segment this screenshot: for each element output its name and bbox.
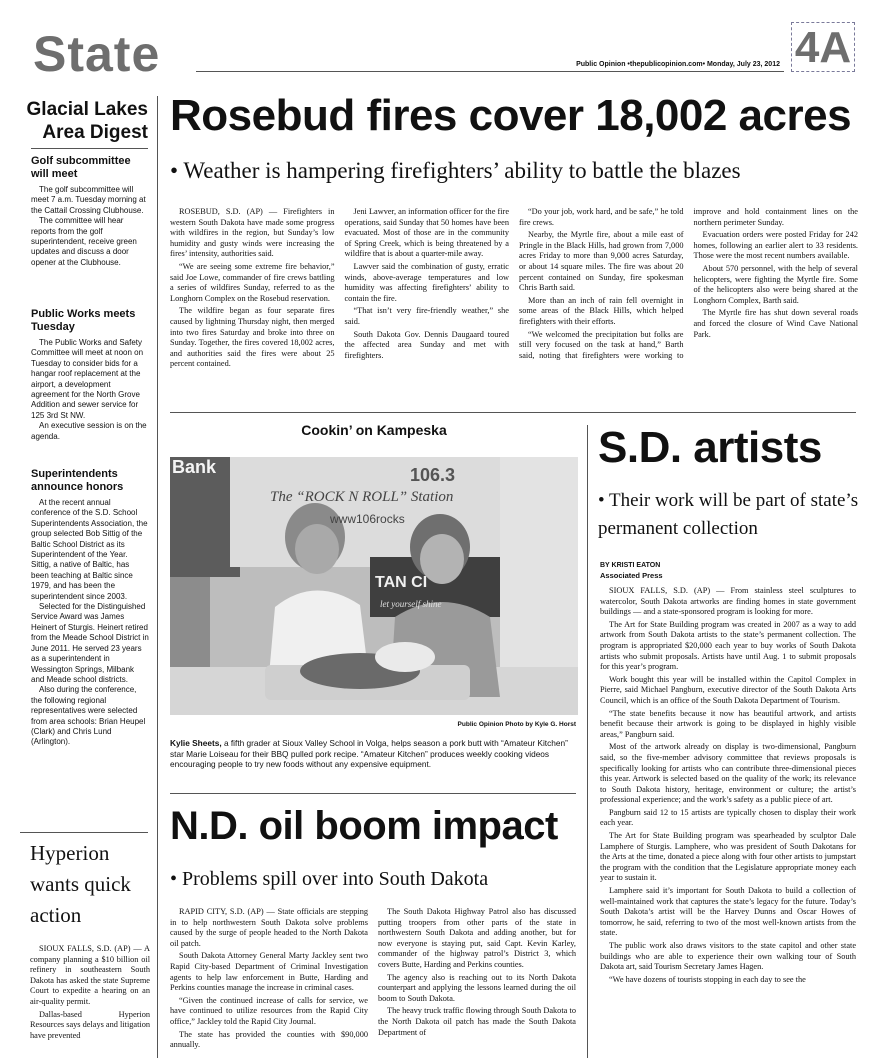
brief-paragraph: The golf subcommittee will meet 7 a.m. Tuesday morning at the Cattail Crossing Clubhouse. xyxy=(31,185,146,215)
story-paragraph: About 570 personnel, with the help of several helicopters, were fighting the Myrtle fire. Some of the helicopters also were being shared at the Longhorn Complex, Barth said. xyxy=(693,263,858,305)
story-paragraph: “We welcomed the precipitation but folks are still very focused on the task at hand,” Barth said, noting that firefighters were working to improve and hold containment lines on the northern perimeter Sunday. xyxy=(519,207,858,360)
story-paragraph: Nearby, the Myrtle fire, about a mile east of Pringle in the Black Hills, had grown from 7,000 acres Friday to more than 9,000 acres Saturday, or about 14 square miles. The fire was about 20 percent contained on Sunday, fire spokesman Chris Barth said. xyxy=(519,230,684,293)
header-rule xyxy=(196,71,784,72)
oil-headline: N.D. oil boom impact xyxy=(170,804,558,848)
brief-headline: Golf subcommittee will meet xyxy=(31,155,131,180)
digest-column-rule xyxy=(157,96,158,1058)
brief-paragraph: The Public Works and Safety Committee will meet at noon on Tuesday to consider bids for a hangar roof replacement at the airport, a development agreement for the North Grove Addition and sewer service for 125 3rd St NW. xyxy=(31,338,144,420)
story-paragraph: Lawver said the combination of gusty, erratic winds, above-average temperatures and low humidity was affecting firefighters’ ability to contain the fire. xyxy=(344,261,509,303)
story-paragraph: Dallas-based Hyperion Resources says delays and litigation have prevented xyxy=(30,1009,150,1040)
byline-org: Associated Press xyxy=(600,571,663,580)
brief-public-works xyxy=(31,308,149,442)
byline-author: BY KRISTI EATON xyxy=(600,562,661,569)
story-paragraph: “Given the continued increase of calls for service, we have continued to utilize resources from the Rapid City office,” Jackley told the Rapid City Journal. xyxy=(170,995,368,1026)
story-paragraph: More than an inch of rain fell overnight in some areas of the Black Hills, which helped firefighters with their efforts. xyxy=(519,295,684,326)
photo-caption xyxy=(170,738,576,770)
banner-tagline: let yourself shine xyxy=(380,599,442,609)
photo-credit: Public Opinion Photo by Kyle G. Horst xyxy=(457,721,576,728)
story-paragraph: “That isn’t very fire-friendly weather,” she said. xyxy=(344,306,509,326)
story-paragraph: Lamphere said it’s important for South Dakota to build a collection of well-maintained work that captures the state’s legacy for the future. Today’s South Dakota’s artist will be the Harvey Dunns and Oscar Howes of tomorrow, he said, referring to two of the most well-known artists from the state. xyxy=(600,886,856,938)
brief-paragraph: Also during the conference, the following regional representatives were selected from area schools: Brian Heupel (Clark) and Chris Lund (Arlington). xyxy=(31,685,146,747)
banner-left-sign: Bank xyxy=(172,457,217,477)
story-paragraph: The state has provided the counties with $90,000 annually. xyxy=(170,1029,368,1050)
brief-headline: Superintendents announce honors xyxy=(31,468,124,493)
story-paragraph: The public work also draws visitors to the state capitol and other state buildings who are able to experience their own walking tour of South Dakota art, said Tourism Secretary James Hagen. xyxy=(600,941,856,972)
story-paragraph: The Art for State Building program was created in 2007 as a way to add artwork from South Dakota artists to the state’s permanent collection. The program is appropriated $20,000 each year to buy works of South Dakota artists who submit proposals. Artists have until Aug. 1 to submit proposals for this year’s program. xyxy=(600,619,856,672)
banner-number: 106.3 xyxy=(410,465,456,485)
brief-paragraph: An executive session is on the agenda. xyxy=(31,421,147,441)
oil-story-rule xyxy=(170,793,576,794)
story-paragraph: The heavy truck traffic flowing through South Dakota to the North Dakota oil patch has made the South Dakota Department of xyxy=(378,1006,576,1037)
digest-title-rule xyxy=(31,148,148,149)
brief-superintendents xyxy=(31,468,149,748)
digest-title: Glacial Lakes Area Digest xyxy=(26,99,148,143)
artists-column-rule xyxy=(587,425,588,1058)
story-paragraph: The Art for State Building program was spearheaded by sculptor Dale Lamphere of Sturgis. Lamphere, who was president of South Dakotans for the Arts at the time, donated a piece along with four other artists to jumpstart the program with the condition that the Legislature appropriate money each year to sustain it. xyxy=(600,831,856,883)
story-paragraph: SIOUX FALLS, S.D. (AP) — From stainless steel sculptures to watercolor, South Dakota artworks are finding homes in state government buildings — and a state-sponsored program is looking for more. xyxy=(600,586,856,617)
artists-body xyxy=(600,586,856,1058)
story-paragraph: “We are seeing some extreme fire behavior,” said Joe Lowe, commander of fire crews battling a series of wildfires Sunday, referred to as the Longhorn Complex on the Rosebud reservation. xyxy=(170,261,335,303)
lead-story-rule xyxy=(170,412,856,413)
brief-paragraph: Selected for the Distinguished Service Award was James Heinert of Sturgis. Heinert retired from the Meade School District in June 2011. He served 23 years as a superintendent in Wessington Springs, Milbank and Meade school districts. xyxy=(31,602,149,684)
story-paragraph: “We have dozens of tourists stopping in each day to see the xyxy=(609,974,806,984)
photo-kicker: Cookin’ on Kampeska xyxy=(301,422,447,438)
banner-store-sign: TAN CI xyxy=(375,574,428,591)
brief-golf xyxy=(31,155,149,268)
lead-body xyxy=(170,207,858,407)
digest-bottom-rule xyxy=(20,832,148,833)
section-title: State xyxy=(33,26,161,82)
hyperion-body xyxy=(30,944,150,1058)
brief-paragraph: The committee will hear reports from the golf superintendent, receive green updates and discuss a door opener at the Clubhouse. xyxy=(31,216,137,267)
artists-byline xyxy=(600,561,856,581)
brief-headline: Public Works meets Tuesday xyxy=(31,308,136,333)
oil-deck: • Problems spill over into South Dakota xyxy=(170,868,489,890)
hyperion-headline: Hyperion wants quick action xyxy=(30,841,131,927)
story-paragraph: “The state benefits because it now has beautiful artwork, and artists benefit because their artwork is going to be displayed in highly visible areas,” Pangburn said. xyxy=(600,708,856,739)
story-paragraph: South Dakota Gov. Dennis Daugaard toured the affected area Sunday and met with firefighters. xyxy=(344,329,509,360)
brief-paragraph: At the recent annual conference of the S.D. School Superintendents Association, the group selected Bob Sittig of the Baltic School District as its Superintendent of the Year. Sittig, a native of Baltic, has been teaching at Baltic since 1979, and has been the superintendent since 2003. xyxy=(31,498,148,601)
story-paragraph: The South Dakota Highway Patrol also has discussed putting troopers from other parts of the state in northwestern South Dakota and adding another, but for now everyone is staying put, said Capt. Kevin Karley, commander of the highway patrol’s District 3, which covers Butte, Harding and Perkins counties. xyxy=(378,907,576,969)
story-paragraph: Most of the artwork already on display is two-dimensional, Pangburn said, so the five-member advisory committee that reviews proposals is specifically looking for artists who can contribute three-dimensional pieces this year. Artwork is selected based on the quality of the work; its relevance to South Dakota history, heritage, environment or culture; the artist’s professional experience; and the work’s safety as a public piece of art. xyxy=(600,742,856,805)
publication-line: Public Opinion •thepublicopinion.com• Monday, July 23, 2012 xyxy=(576,61,780,68)
story-paragraph: The wildfire began as four separate fires caused by lightning Thursday night, then merged into two fires Saturday and broke into three on Sunday. Together, the fires covered 18,002 acres, and authorities said the fires were about 25 percent contained. xyxy=(170,306,335,369)
story-paragraph: The Myrtle fire has shut down several roads and forced the closure of Wind Cave National Park. xyxy=(693,308,858,339)
page-number: 4A xyxy=(791,22,855,72)
story-paragraph: Work bought this year will be installed within the Capitol Complex in Pierre, said Michael Pangburn, executive director of the South Dakota Arts Council, which is an office of the South Dakota Department of Tourism. xyxy=(600,674,856,705)
story-paragraph: RAPID CITY, S.D. (AP) — State officials are stepping in to help northwestern South Dakota solve problems caused by the surge of people headed to the North Dakota oil patch. xyxy=(170,907,368,948)
story-paragraph: South Dakota Attorney General Marty Jackley sent two Rapid City-based Department of Criminal Investigation agents to help law enforcement in Butte, Harding and Perkins counties manage the increase in criminal cases. xyxy=(170,951,368,993)
story-paragraph: SIOUX FALLS, S.D. (AP) — A company planning a $10 billion oil refinery in southeastern South Dakota has asked the state Supreme Court to expedite a hearing on an air-quality permit. xyxy=(30,944,150,1006)
lead-deck: • Weather is hampering firefighters’ ability to battle the blazes xyxy=(170,158,741,183)
artists-headline: S.D. artists xyxy=(598,423,822,472)
lead-headline: Rosebud fires cover 18,002 acres xyxy=(170,91,852,140)
story-paragraph: The agency also is reaching out to its North Dakota counterpart and applying the lessons learned during the oil boom to South Dakota. xyxy=(378,972,576,1003)
banner-slogan: The “ROCK N ROLL” Station xyxy=(270,489,454,505)
story-paragraph: Pangburn said 12 to 15 artists are typically chosen to display their work each year. xyxy=(600,807,856,828)
feature-photo xyxy=(170,457,578,715)
story-paragraph: Jeni Lawver, an information officer for the fire operations, said Sunday that 50 homes have been evacuated. Most of those are in the community of Spring Creek, which is being threatened by a wildfire that is about a quarter-mile away. xyxy=(344,207,509,259)
story-paragraph: “Do your job, work hard, and be safe,” he told fire crews. xyxy=(519,207,684,227)
story-paragraph: Evacuation orders were posted Friday for 242 homes, following an earlier alert to 33 residents. Those were the most recent numbers available. xyxy=(693,230,858,261)
oil-body xyxy=(170,907,576,1058)
artists-deck: • Their work will be part of state’s permanent collection xyxy=(598,490,859,539)
photo-illustration xyxy=(170,457,578,715)
story-paragraph: ROSEBUD, S.D. (AP) — Firefighters in western South Dakota have made some progress with wildfires in the region, but Sunday’s low humidity and gusty winds were increasing the fires’ intensity, authorities said. xyxy=(170,207,335,259)
caption-text: a fifth grader at Sioux Valley School in Volga, helps season a pork butt with “Amateur Kitchen” star Marie Loiseau for their BBQ pulled pork recipe. “Amateur Kitchen” produces weekly cooking videos encouraging people to try new foods without any expensive equipment. xyxy=(170,738,568,769)
caption-name: Kylie Sheets, xyxy=(170,738,222,748)
banner-url: www106rocks xyxy=(330,512,405,526)
